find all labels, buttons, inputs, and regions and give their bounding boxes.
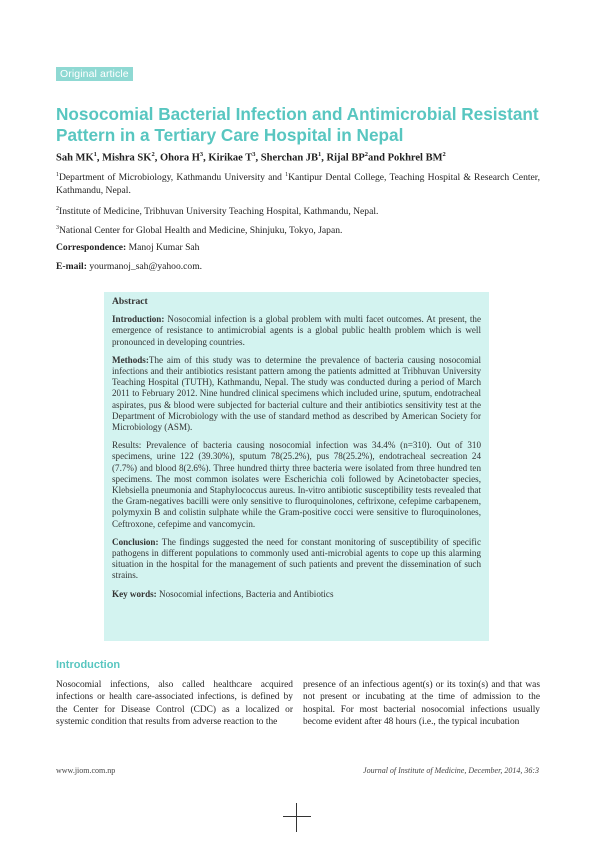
affiliation-text: National Center for Global Health and Medicine, Shinjuku, Tokyo, Japan. xyxy=(59,225,343,237)
article-type-tag: Original article xyxy=(56,67,133,81)
author-sup: 3 xyxy=(199,151,204,158)
affiliation-sup: 3 xyxy=(56,225,59,231)
author: Pokhrel BM xyxy=(387,152,443,164)
abstract-section-label: Introduction: xyxy=(112,314,165,325)
abstract-conclusion xyxy=(112,537,481,582)
author: Rijal BP xyxy=(326,152,365,164)
affiliation-text: Institute of Medicine, Tribhuvan University Teaching Hospital, Kathmandu, Nepal. xyxy=(59,206,379,218)
author: Ohora H xyxy=(159,152,200,164)
abstract-results: Results: Prevalence of bacteria causing nosocomial infection was 34.4% (n=310). Out of 310 specimens, urine 122 (39.30%), sputum 78(25.2%), pus 78(25.2%), endotracheal secreation 24 (7.7%) and blood 8(2.6%). Three hundred thirty three bacteria were isolated from three hundred ten specimens. The most common isolates were Escherichia coli followed by Acinetobacter species, Klebsiella pneumonia and Staphylococcus aureus. In-vitro antibiotic susceptibility tests revealed that the Gram-negatives bacilli were only sensitive to fluroquinolones, ceftrixone, cefepime carbapenem, polymyxin B and colistin sulphate while the Gram-positive cocci were sensitive to fluroquinolones, Ceftroxone, cefepime and vancomycin. xyxy=(112,440,481,529)
abstract-section-label: Key words: xyxy=(112,588,157,599)
author-sup: 2 xyxy=(442,151,446,158)
author-sup: 2 xyxy=(364,151,369,158)
correspondence xyxy=(56,242,199,253)
body-column-right: presence of an infectious agent(s) or its toxin(s) and that was not present or incubating at the time of admission to the hospital. For most bacterial nosocomial infections usually become evident after 48 hours (i.e., the typical incubation xyxy=(303,680,540,728)
correspondence-name: Manoj Kumar Sah xyxy=(128,242,200,253)
author-sup: 1 xyxy=(318,151,322,158)
author: Sherchan JB xyxy=(260,152,319,164)
affiliation xyxy=(56,169,540,197)
author-sup: 3 xyxy=(252,151,256,158)
author-sup: 1 xyxy=(93,151,97,158)
correspondence-label: Correspondence: xyxy=(56,242,127,253)
abstract-introduction xyxy=(112,314,481,348)
abstract-heading: Abstract xyxy=(112,296,148,307)
abstract-section-text: The findings suggested the need for constant monitoring of susceptibility of specific pathogens in different populations to commonly used anti-microbial agents to cope up this alarming situation in the hospital for the management of such patients and prevent the dissemination of such strains. xyxy=(112,536,481,581)
body-column-left: Nosocomial infections, also called healthcare acquired infections or health care-associated infections, is defined by the Center for Disease Control (CDC) as a localized or systemic condition that results from adverse reaction to the xyxy=(56,680,293,728)
affiliation xyxy=(56,203,540,219)
abstract-methods xyxy=(112,355,481,433)
footer-journal: Journal of Institute of Medicine, December, 2014, 36:3 xyxy=(363,766,539,775)
article-title: Nosocomial Bacterial Infection and Antimicrobial Resistant Pattern in a Tertiary Care Hospital in Nepal xyxy=(56,104,539,145)
author: Mishra SK xyxy=(102,152,152,164)
abstract-keywords xyxy=(112,589,481,600)
author-sup: 2 xyxy=(151,151,155,158)
affiliation xyxy=(56,222,540,238)
affiliation-sup: 2 xyxy=(56,206,59,212)
author: Sah MK xyxy=(56,152,94,164)
email-address[interactable]: yourmanoj_sah@yahoo.com. xyxy=(89,261,203,272)
crop-mark-horizontal xyxy=(283,816,311,817)
author: Kirikae T xyxy=(208,152,253,164)
abstract-box xyxy=(104,292,489,641)
abstract-section-label: Methods: xyxy=(112,354,149,365)
author-list: Sah $MK^1$, Mishra $SK^2$, Ohora $H^3$, Kirikae $T^3$, Sherchan $JB^1$, Rijal $BP^2and$ Pokhrel $BM^2$ xyxy=(56,151,446,164)
abstract-section-label: Conclusion: xyxy=(112,536,159,547)
affiliation-sup: 1 xyxy=(285,172,289,178)
email xyxy=(56,261,202,272)
email-label: E-mail: xyxy=(56,261,87,272)
abstract-section-text: Nosocomial infection is a global problem with multi facet outcomes. At present, the emergence of resistance to antimicrobial agents is a global public health problem which is well pronounced in developing countries. xyxy=(112,314,482,347)
abstract-section-text: The aim of this study was to determine the prevalence of bacteria causing nosocomial infections and their antibiotics resistant pattern among the patients admitted at Tribhuvan University Teaching Hospital (TUTH), Kathmandu, Nepal. The study was conducted during a period of March 2011 to February 2012. Nine hundred clinical specimens which included urine, sputum, endotracheal aspirates, pus & blood were subjected for bacterial culture and their antibiotics sensitivity test at the Department of Microbiology with the use of standard method as described by American Society for Microbiology (ASM). xyxy=(112,354,481,433)
affiliation-sup: 1 xyxy=(56,172,59,178)
affiliation-text: Department of Microbiology, Kathmandu University and xyxy=(59,172,286,184)
footer-website[interactable]: www.jiom.com.np xyxy=(56,766,116,775)
affiliation-text: Kantipur Dental College, Teaching Hospital & Research Center, Kathmandu, Nepal. xyxy=(56,172,540,196)
introduction-heading: Introduction xyxy=(56,659,121,671)
crop-mark-vertical xyxy=(296,803,297,832)
abstract-section-text: Nosocomial infections, Bacteria and Antibiotics xyxy=(159,588,334,599)
